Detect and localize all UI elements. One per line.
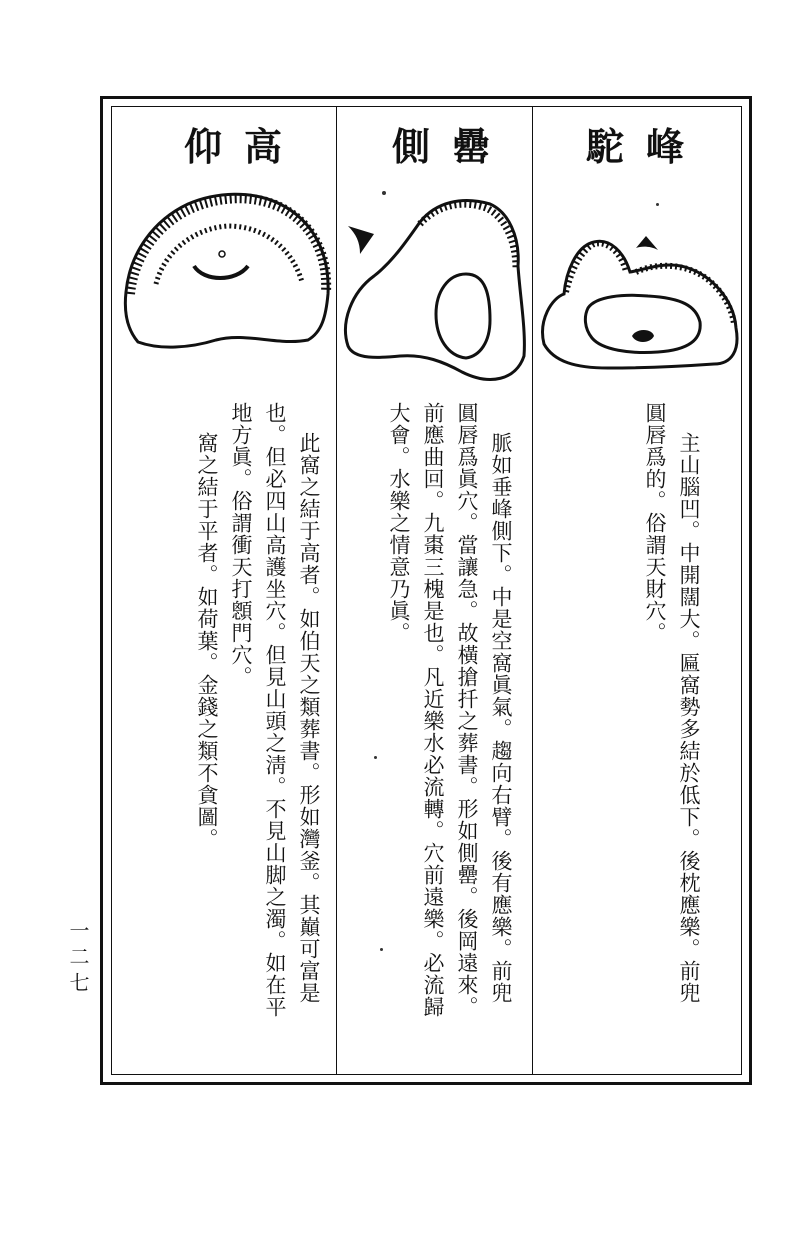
panel-title-tuofeng: 駝峰 [586,124,707,169]
panel-text-celei-col-1: 脈如垂峰側下。中是空窩眞氣。趨向右臂。後有應樂。前兜 [489,432,513,1004]
panel-text-tuofeng-col-1: 主山腦凹。中開闊大。匾窩勢多結於低下。後枕應樂。前兜 [677,432,701,1004]
scan-speck [374,756,377,759]
scan-speck [380,948,383,951]
yanggao-mountain-figure [116,182,336,358]
tuofeng-mountain-figure [536,228,742,378]
panel-title-yanggao: 仰高 [184,124,305,169]
panel-text-yanggao-col-3: 地方眞。俗謂衝天打顖門穴。 [229,402,253,688]
panel-text-celei-col-2: 圓唇爲眞穴。當讓急。故橫搶扦之葬書。形如側罍。後岡遠來。 [455,402,479,1018]
panel-text-celei-col-4: 大會。水樂之情意乃眞。 [387,402,411,644]
panel-text-celei-col-3: 前應曲回。九棗三槐是也。凡近樂水必流轉。穴前遠樂。必流歸 [421,402,445,1018]
panel-title-celei: 側罍 [392,124,513,169]
scan-speck [382,191,386,195]
column-divider-right [532,106,533,1075]
panel-text-yanggao-col-2: 也。但必四山高護坐穴。但見山頭之淸。不見山脚之濁。如在平 [263,402,287,1018]
scan-speck [656,203,659,206]
page-number: 一二七 [66,920,90,998]
celei-mountain-figure [340,196,530,388]
column-divider-left [336,106,337,1075]
panel-text-tuofeng-col-2: 圓唇爲的。俗謂天財穴。 [643,402,667,644]
panel-text-yanggao-col-4: 窩之結于平者。如荷葉。金錢之類不貪圖。 [195,432,219,850]
panel-text-yanggao-col-1: 此窩之結于高者。如伯天之類葬書。形如灣釜。其巔可富是 [297,432,321,1004]
